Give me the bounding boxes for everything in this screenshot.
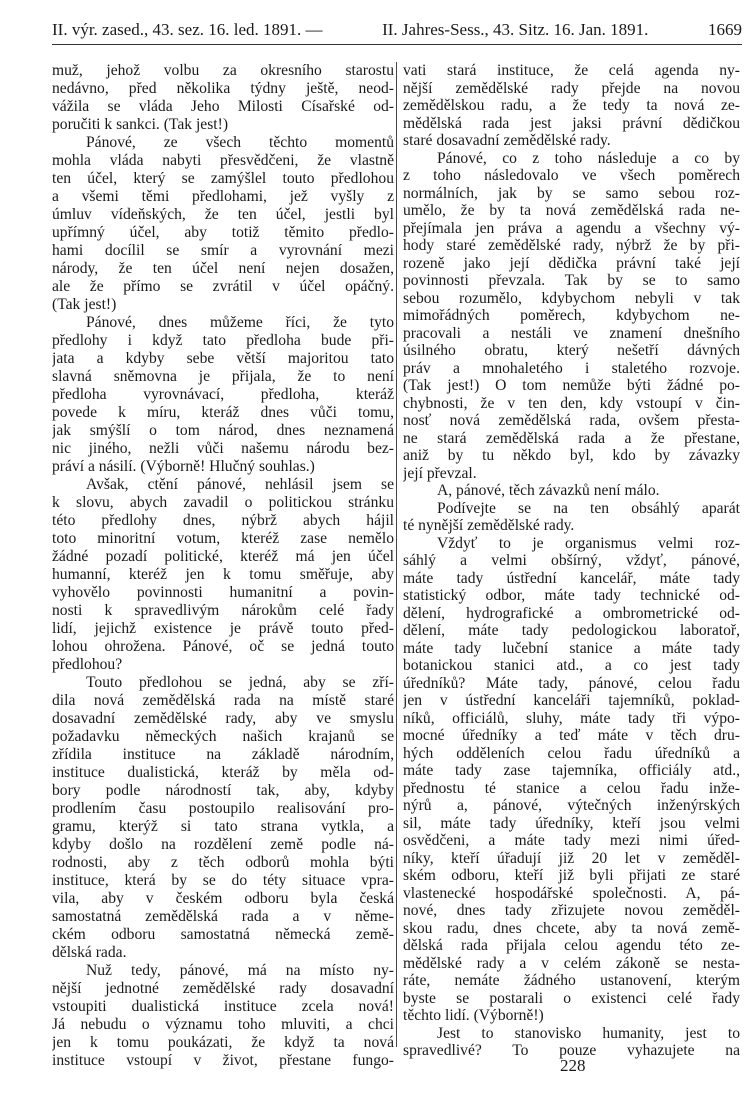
text-line: osvědčeni, a máte tady mezi nimi úřed- (403, 832, 740, 849)
text-line: sáhlý a velmi obšírný, vždyť, pánové, (403, 552, 740, 569)
text-line: máte tady ústřední kancelář, máte tady (403, 569, 740, 587)
text-line: ráte, nemáte žádného ustanovení, kterým (403, 972, 740, 989)
text-line: ne stará zemědělská rada a že přestane, (403, 429, 740, 447)
header-german: II. Jahres-Sess., 43. Sitz. 16. Jan. 1891. (382, 20, 649, 39)
text-line: ale že přímo se zvrátil v účel opáčný. (52, 278, 394, 295)
text-line: ten účel, který se zamýšlel touto předlohou (52, 170, 394, 187)
text-line: vyhovělo povinnosti humanitní a povin- (52, 584, 394, 601)
text-line: níků, officiálů, sluhy, máte tady tři výpo- (403, 709, 740, 727)
text-line: Touto předlohou se jedná, aby se zří- (86, 674, 394, 691)
paragraph (403, 482, 740, 500)
text-line: této předlohy dnes, nýbrž abych hájil (52, 512, 394, 529)
text-line: instituce vstoupí v život, přestane fungo- (52, 1052, 394, 1069)
text-line: vstoupiti dualistická instituce zcela nová! (52, 998, 394, 1015)
text-line: požadavku německých našich krajanů se (52, 728, 394, 745)
text-line: předloha vyrovnávací, předloha, kteráž (52, 386, 394, 403)
text-line: instituce, která by se do téty situace vpra- (52, 872, 394, 889)
signature-number: 228 (560, 1056, 586, 1075)
right-column (403, 62, 740, 1060)
text-line: mědělské rady a v celém zákoně se nesta- (403, 954, 740, 972)
text-line: instituce dualistická, kteráž by měla od- (52, 764, 394, 781)
text-line: muž, jehož volbu za okresního starostu (52, 62, 394, 79)
text-line: hody staré zemědělské rady, nýbrž že by při- (403, 237, 740, 254)
text-line: Jest to stanovisko humanity, jest to (437, 1024, 740, 1042)
text-line: bory podle národností tak, aby, kdyby (52, 782, 394, 799)
text-line: hami docílil se smír a vyrovnání mezi (52, 242, 394, 259)
text-line: gramu, kterýž si tato strana vytkla, a (52, 818, 394, 835)
text-line: nic jiného, nežli vůči našemu národu bez- (52, 440, 394, 457)
text-line: k slovu, abych zavadil o politickou stránku (52, 494, 394, 511)
text-line: povinnosti převzala. Tak by se to samo (403, 272, 740, 289)
text-line: umělo, že by ta nová zemědělská rada ne- (403, 202, 740, 219)
text-line: kdyby došlo na rozdělení země podle ná- (52, 836, 394, 853)
text-line: Pánové, dnes můžeme říci, že tyto (86, 314, 394, 331)
text-line: máte tady lučební stanice a máte tady (403, 639, 740, 657)
paragraph (52, 674, 394, 962)
text-line: slavná sněmovna je přijala, že to není (52, 368, 394, 385)
text-line: lohou ohrožena. Pánové, oč se jedná touto (52, 638, 394, 655)
page-number: 1669 (708, 20, 742, 39)
text-line: mocné úředníky a teď máte v těch dru- (403, 727, 740, 744)
text-line: Já nebudu o významu toho mluviti, a chci (52, 1016, 394, 1033)
text-line: Avšak, ctění pánové, nehlásil jsem se (86, 476, 394, 493)
running-header (52, 20, 742, 45)
text-line: nedávno, před několika týdny ještě, neod- (52, 80, 394, 97)
text-line: rozeně jako její dědička právní také její (403, 254, 740, 272)
text-line: toto minoritní votum, kteréž zase nemělo (52, 530, 394, 547)
paragraph (403, 150, 740, 483)
text-line: těchto lidí. (Výborně!) (403, 1007, 544, 1024)
text-line: úmluv vídeňských, že ten účel, jestli byl (52, 206, 394, 223)
text-line: prodlením času postoupilo realisování pro- (52, 800, 394, 817)
paragraph (52, 134, 394, 314)
text-line: předlohy i když tato předloha bude při- (52, 332, 394, 349)
text-line: jen k tomu poukázati, že když ta nová (52, 1034, 394, 1051)
text-line: mimořádných poměrech, kdybychom ne- (403, 307, 740, 324)
text-line: vati stará instituce, že celá agenda ny- (403, 62, 740, 79)
paragraph (52, 962, 394, 1070)
text-line: vážila se vláda Jeho Milosti Císařské od- (52, 98, 394, 115)
text-line: předlohou? (52, 656, 123, 673)
text-line: mědělská rada jest jaksi právní dědičkou (403, 114, 740, 132)
left-column (52, 62, 394, 1070)
text-line: statistický odbor, máte tady technické od- (403, 587, 740, 604)
text-line: národy, že ten účel není nejen dosažen, (52, 260, 394, 277)
text-line: práv a mnohaletého i staletého rozvoje. (403, 359, 740, 377)
paragraph (52, 62, 394, 134)
text-line: pracovali a nestáli ve znamení dnešního (403, 324, 740, 342)
text-line: normálních, jak by se samo sebou roz- (403, 184, 740, 202)
text-line: přednostu té stanice a celou řadu inže- (403, 779, 740, 797)
text-line: dila nová zemědělská rada na místě staré (52, 692, 394, 709)
text-line: upřímný účel, aby totiž těmito předlo- (52, 224, 394, 241)
text-line: nýrů a, pánové, výtečných inženýrských (403, 797, 740, 814)
text-line: té nynější zemědělské rady. (403, 517, 575, 534)
text-line: Podívejte se na ten obsáhlý aparát (437, 499, 740, 517)
text-line: sil, máte tady úředníky, kteří jsou velmi (403, 814, 740, 832)
text-line: Pánové, ze všech těchto momentů (86, 134, 394, 151)
text-line: nosti k spravedlivým nárokům celé řady (52, 602, 394, 619)
text-line: její převzal. (403, 464, 477, 482)
text-line: mohla vláda nabyti přesvědčeni, že vlastně (52, 152, 394, 169)
text-line: jata a kdyby sebe větší majoritou tato (52, 350, 394, 367)
text-line: spravedlivé? To pouze vyhazujete na (403, 1042, 740, 1059)
paragraph (403, 62, 740, 150)
column-divider (396, 62, 397, 1047)
text-line: jen v ústřední kanceláři tajemníků, poklad- (403, 692, 740, 709)
text-line: staré dosavadní zemědělské rady. (403, 132, 611, 149)
text-line: máte tady zase tajemníka, officiály atd., (403, 762, 740, 779)
text-line: a všemi těmi předlohami, jež vyšly z (52, 188, 394, 205)
text-line: aniž by tu někdo byl, kdo by závazky (403, 447, 740, 464)
text-line: Nuž tedy, pánové, má na místo ny- (86, 962, 394, 979)
text-line: přejímala jen práva a agendu a všechny vý- (403, 219, 740, 237)
text-line: samostatná zemědělská rada a v něme- (52, 908, 394, 925)
paragraph (52, 314, 394, 476)
paragraph (403, 535, 740, 1025)
paragraph (403, 500, 740, 535)
text-line: botanickou stanici atd., a co jest tady (403, 657, 740, 674)
text-line: úředníků? Máte tady, pánové, celou řadu (403, 674, 740, 692)
text-line: Vždyť to je organismus velmi roz- (437, 534, 740, 552)
text-line: povede k míru, kteráž dnes vůči tomu, (52, 404, 394, 421)
text-line: ském odboru, kteří již byli přijati ze staré (403, 867, 740, 884)
text-line: úsilného obratu, který nešetří dávných (403, 342, 740, 359)
text-line: níky, kteří úřadují již 20 let v zeměděl- (403, 849, 740, 867)
text-line: žádné pozadí politické, kteréž má jen účel (52, 548, 394, 565)
text-line: dělská rada přijala celou agendu této ze- (403, 937, 740, 954)
text-line: nové, dnes tady zřizujete novou zeměděl- (403, 902, 740, 919)
text-line: nosť nová zemědělská rada, ovšem přesta- (403, 412, 740, 429)
text-line: nější zemědělské rady přejde na novou (403, 79, 740, 97)
text-line: dělská rada. (52, 944, 127, 961)
text-line: hých odděleních celou řadu úředníků a (403, 744, 740, 762)
text-line: skou radu, dnes chcete, aby ta nová země- (403, 919, 740, 937)
text-line: dělení, máte tady pedologickou laboratoř, (403, 622, 740, 639)
text-line: jak smýšlí o tom národ, dnes neznamená (52, 422, 394, 439)
text-line: chybnosti, že v ten den, kdy vstoupí v čin- (403, 394, 740, 412)
text-line: zřídila instituce na základě národním, (52, 746, 394, 763)
paragraph (52, 476, 394, 674)
text-line: byste se postarali o existenci celé řady (403, 989, 740, 1007)
text-line: dělení, hydrografické a ombrometrické od- (403, 604, 740, 622)
text-line: zemědělskou radu, a že tedy ta nová ze- (403, 97, 740, 114)
header-czech: II. výr. zased., 43. sez. 16. led. 1891. — (52, 20, 323, 39)
text-line: poručiti k sankci. (Tak jest!) (52, 116, 229, 133)
text-line: vlastenecké hospodářské společnosti. A, pá- (403, 884, 740, 902)
text-line: (Tak jest!) (52, 296, 117, 313)
text-line: humanní, kteréž jen k tomu směřuje, aby (52, 566, 394, 583)
text-line: vila, aby v českém odboru byla česká (52, 890, 394, 907)
text-line: (Tak jest!) O tom nemůže býti žádné po- (403, 377, 740, 394)
paragraph (403, 1025, 740, 1060)
text-line: rodnosti, aby z těch odborů mohla býti (52, 854, 394, 871)
text-line: ckém odboru samostatná německá země- (52, 926, 394, 943)
text-line: nější jednotné zemědělské rady dosavadní (52, 980, 394, 997)
text-line: Pánové, co z toho následuje a co by (437, 149, 740, 167)
text-line: A, pánové, těch závazků není málo. (437, 482, 660, 499)
text-line: z toho následovalo ve všech poměrech (403, 167, 740, 184)
text-line: sebou rozumělo, kdybychom nebyli v tak (403, 289, 740, 307)
text-line: dosavadní zemědělské rady, aby ve smyslu (52, 710, 394, 727)
text-line: lidí, jejichž existence je právě touto před- (52, 620, 394, 637)
text-line: práví a násilí. (Výborně! Hlučný souhlas.) (52, 458, 315, 475)
